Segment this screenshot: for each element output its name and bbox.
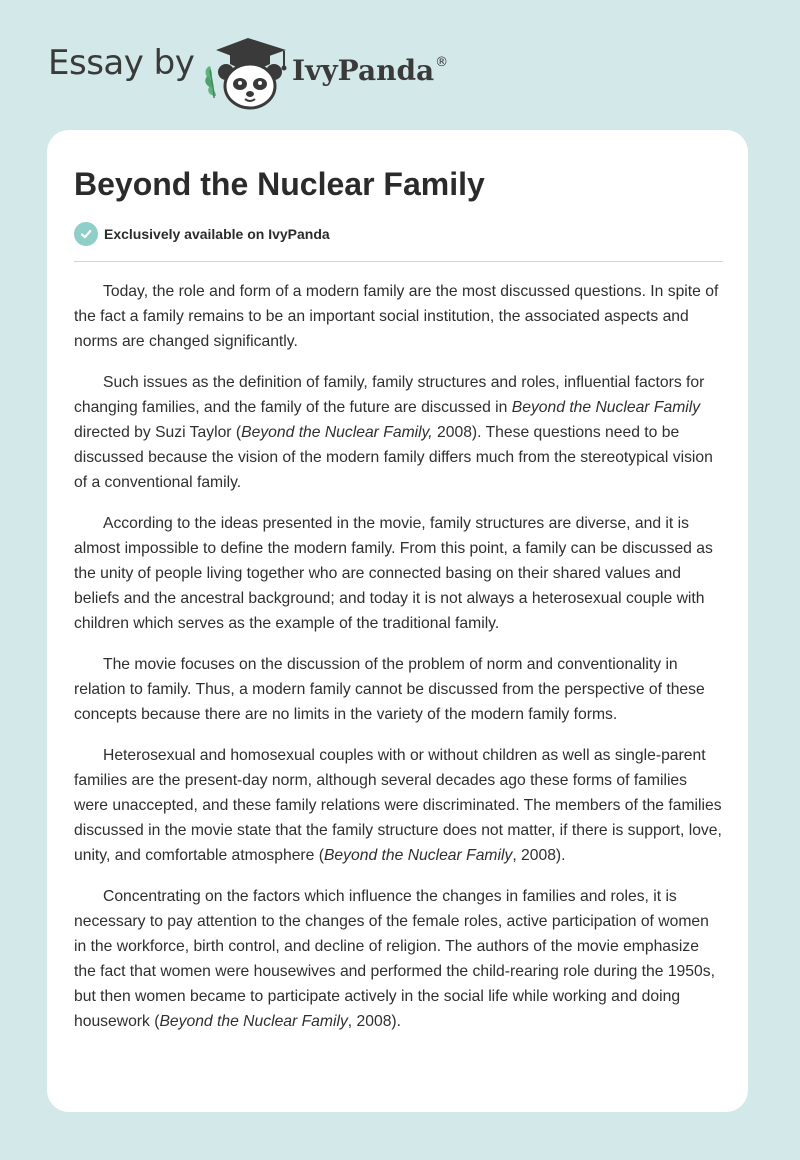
cited-title: Beyond the Nuclear Family, [241, 424, 433, 441]
text-run: Concentrating on the factors which influence the changes in families and roles, it is necessary to pay attention to the changes of the female roles, active participation of women in the workforce, birth control, and decline of religion. The authors of the movie emphasize the fact that women were housewives and performed the child-rearing role during the 1950s, but then women became to participate actively in the social life while working and doing housework ( [74, 888, 715, 1030]
paragraph [74, 743, 724, 868]
text-run: According to the ideas presented in the movie, family structures are diverse, and it is almost impossible to define the modern family. From this point, a family can be discussed as the unity of people living together who are connected basing on their shared values and beliefs and the ancestral background; and today it is not always a heterosexual couple with children which serves as the example of the traditional family. [74, 515, 713, 632]
essay-by-label: Essay by [48, 43, 195, 83]
panda-graduate-icon[interactable] [200, 36, 292, 110]
exclusive-badge-label: Exclusively available on IvyPanda [104, 226, 330, 242]
site-header [0, 0, 800, 125]
exclusive-badge [74, 222, 330, 246]
registered-mark: ® [435, 55, 449, 70]
paragraph [74, 279, 724, 354]
paragraph [74, 884, 724, 1034]
text-run: 2008). These questions need to be discussed because the vision of the modern family differs much from the stereotypical vision of a conventional family. [74, 424, 713, 491]
paragraph [74, 652, 724, 727]
text-run: , 2008). [512, 847, 566, 864]
check-circle-icon [74, 222, 98, 246]
text-run: Such issues as the definition of family, family structures and roles, influential factors for changing families, and the family of the future are discussed in [74, 374, 705, 416]
text-run: directed by Suzi Taylor ( [74, 424, 242, 441]
text-run: Heterosexual and homosexual couples with or without children as well as single-parent families are the present-day norm, although several decades ago these forms of families were unaccepted, and these family relations were discriminated. The members of the families discussed in the movie state that the family structure does not matter, if there is support, love, unity, and comfortable atmosphere ( [74, 747, 722, 864]
article-body [74, 279, 724, 1050]
cited-title: Beyond the Nuclear Family [159, 1013, 348, 1030]
cited-title: Beyond the Nuclear Family [511, 399, 701, 416]
text-run: Today, the role and form of a modern family are the most discussed questions. In spite of the fact a family remains to be an important social institution, the associated aspects and norms are changed significantly. [74, 283, 719, 350]
essay-card [47, 130, 748, 1112]
divider [74, 261, 723, 262]
page-title: Beyond the Nuclear Family [74, 166, 485, 202]
ivypanda-logo-text[interactable] [292, 56, 448, 85]
cited-title: Beyond the Nuclear Family [323, 847, 513, 864]
paragraph [74, 370, 724, 495]
brand-name: IvyPanda [292, 54, 435, 87]
text-run: , 2008). [347, 1013, 401, 1030]
text-run: The movie focuses on the discussion of the problem of norm and conventionality in relation to family. Thus, a modern family cannot be discussed from the perspective of these concepts because there are no limits in the variety of the modern family forms. [74, 656, 705, 723]
paragraph [74, 511, 724, 636]
